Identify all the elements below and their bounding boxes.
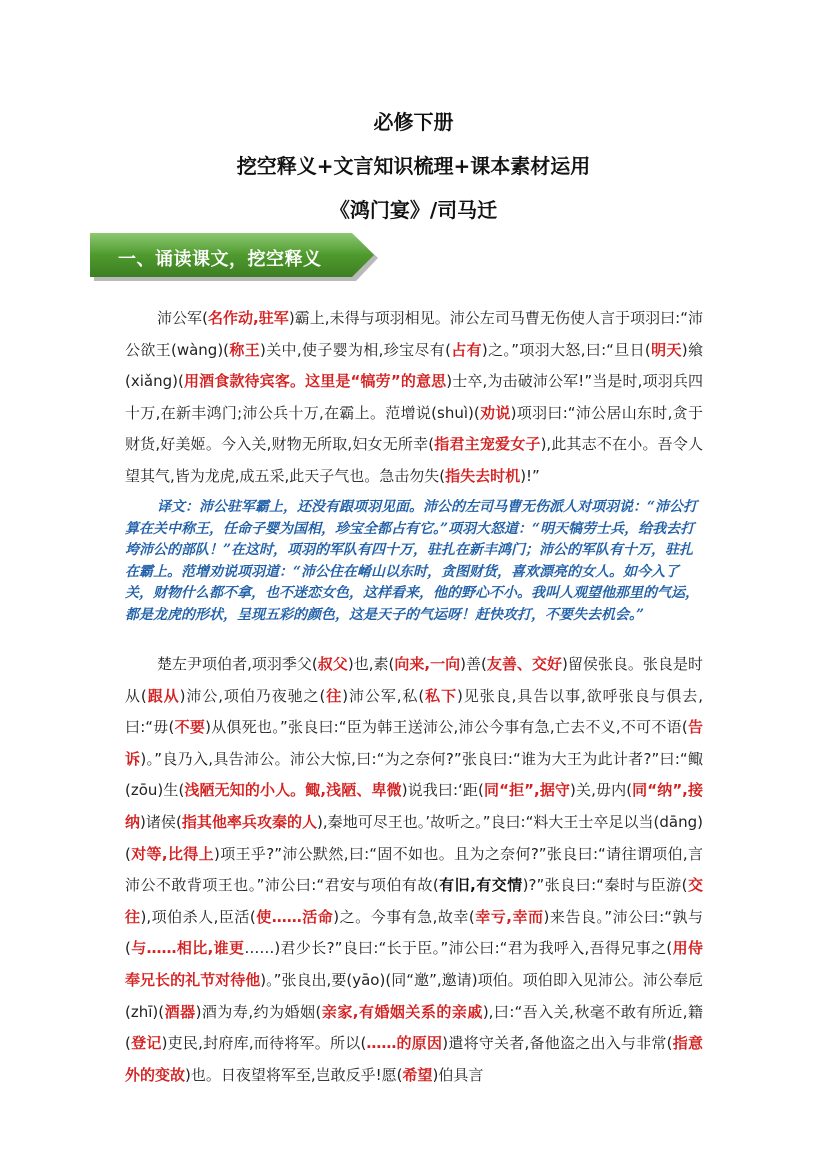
doc-title-line1: 必修下册 — [373, 110, 454, 134]
source-text-run: )酒为寿,约为婚姻( — [195, 1002, 322, 1021]
gloss-annotation: 酒器 — [164, 1002, 196, 1021]
gloss-annotation: 劝说 — [479, 403, 511, 422]
gloss-annotation-bold: 有旧,有交情 — [438, 876, 523, 895]
gloss-annotation: 往 — [325, 686, 343, 705]
gloss-annotation: 登记 — [130, 1034, 162, 1053]
gloss-annotation: 跟从 — [146, 686, 180, 705]
source-text-run: ),此其志不在小。吾令人望其气,皆为龙虎,成五采,此天子气也。急击勿失( — [125, 435, 703, 485]
source-text-run: ),秦地可尽王也。’故听之。”良曰:“料大王士卒足以当(dāng)( — [125, 812, 703, 863]
source-text-run: )项王乎?”沛公默然,曰:“固不如也。且为之奈何?”张良曰:“请往谓项伯,言沛公不敢背项王也。”沛公曰:“君安与项伯有故( — [125, 844, 703, 895]
source-text-run: )沛公军,私( — [342, 686, 425, 705]
gloss-annotation: 用酒食款待宾客。这里是“犒劳”的意思 — [183, 372, 447, 391]
doc-title-line3: 《鸿门宴》/司马迁 — [329, 198, 498, 222]
gloss-annotation: 向来,一向 — [394, 655, 461, 673]
gloss-annotation: 用侍奉兄长的礼节对待他 — [125, 939, 703, 989]
source-text-run: )遣将守关者,备他盗之出入与非常( — [442, 1034, 673, 1053]
source-text-run: ),曰:“吾入关,秋毫不敢有所近,籍( — [125, 1002, 704, 1053]
gloss-annotation: 友善、交好 — [486, 655, 562, 673]
gloss-annotation: 交往 — [125, 876, 704, 926]
gloss-annotation: 明天 — [650, 340, 682, 359]
source-text-run: )来告良。”沛公曰:“孰与( — [125, 907, 703, 958]
gloss-annotation: 同“拒”,据守 — [483, 781, 571, 800]
gloss-annotation: 不要 — [174, 718, 206, 737]
gloss-annotation: 浅陋无知的小人。鲰,浅陋、卑微 — [184, 781, 402, 800]
source-text-run: ),项伯杀人,臣活( — [140, 907, 256, 926]
text-paragraph-2 — [125, 649, 703, 1091]
gloss-annotation: 希望 — [402, 1065, 433, 1084]
gloss-annotation: 指君主宠爱女子 — [434, 435, 541, 454]
source-text-run: )?”张良曰:“秦时与臣游( — [522, 876, 688, 895]
gloss-annotation: 使……活命 — [255, 907, 334, 926]
section-banner — [90, 233, 382, 283]
gloss-annotation: 指意外的变故 — [125, 1034, 703, 1084]
gloss-annotation: 告诉 — [125, 718, 703, 768]
gloss-annotation: 指失去时机 — [445, 466, 521, 485]
gloss-annotation: 幸亏,幸而 — [474, 907, 544, 926]
source-text-run: )!” — [520, 466, 540, 485]
gloss-annotation: 亲家,有婚姻关系的亲戚 — [321, 1002, 483, 1021]
source-text-run: )见张良,具告以事,欲呼张良与俱去,曰:“毋( — [125, 686, 703, 737]
gloss-annotation: 名作动,驻军 — [207, 309, 289, 327]
source-text-run: )吏民,封府库,而待将军。所以( — [161, 1034, 367, 1053]
source-text-run: )霸上,未得与项羽相见。沛公左司马曹无伤使人言于项羽曰:“沛公欲王(wàng)( — [125, 309, 704, 359]
doc-title-line2: 挖空释义+文言知识梳理+课本素材运用 — [236, 154, 591, 178]
gloss-annotation: 私下 — [424, 686, 458, 705]
text-paragraph-1 — [125, 303, 703, 493]
source-text-run: )关,毋内( — [570, 781, 633, 800]
source-text-run: )关中,使子婴为相,珍宝尽有( — [260, 340, 451, 359]
source-text-run: )沛公,项伯乃夜驰之( — [179, 686, 326, 705]
source-text-run: )之。今事有急,故幸( — [333, 907, 475, 926]
source-text-run: )之。”项羽大怒,曰:“旦日( — [481, 340, 651, 359]
gloss-annotation: 称王 — [229, 340, 261, 359]
gloss-annotation: ……的原因 — [366, 1034, 443, 1053]
source-text-run: )伯具言 — [432, 1065, 484, 1084]
source-text-run: )飨(xiǎng)( — [125, 340, 703, 391]
source-text-run: )从俱死也。”张良曰:“臣为韩王送沛公,沛公今事有急,亡去不义,不可不语( — [205, 718, 688, 737]
source-text-run: 沛公军( — [157, 309, 208, 327]
source-text-run: )。”张良出,要(yāo)(同“邀”,邀请)项伯。项伯即入见沛公。沛公奉卮(zhī)( — [125, 970, 703, 1021]
source-text-run: 楚左尹项伯者,项羽季父( — [157, 655, 318, 673]
source-text-run: ……)君少长?”良曰:“长于臣。”沛公曰:“君为我呼入,吾得兄事之( — [244, 939, 673, 958]
source-text-run: )诸侯( — [140, 812, 182, 831]
gloss-annotation: 对等,比得上 — [130, 844, 214, 863]
gloss-annotation: 占有 — [450, 340, 482, 359]
source-text-run: )。”良乃入,具告沛公。沛公大惊,曰:“为之奈何?”张良曰:“谁为大王为此计者?”曰:“鲰(zōu)生( — [125, 749, 703, 800]
gloss-annotation: 与……相比,谁更 — [130, 939, 245, 958]
source-text-run: )留侯张良。张良是时从( — [125, 655, 703, 705]
source-text-run: )说我曰:‘距( — [401, 781, 484, 800]
source-text-run: )也,素( — [347, 655, 395, 673]
translation-paragraph: 译文：沛公驻军霸上，还没有跟项羽见面。沛公的左司马曹无伤派人对项羽说：“沛公打算在关中称王，任命子婴为国相，珍宝全都占有它。”项羽大怒道：“明天犒劳士兵，给我去打垮沛公的部队！”在这时，项羽的军队有四十万，驻扎在新丰鸿门；沛公的军队有十万，驻扎在霸上。范增劝说项羽道：“沛公住在崤山以东时，贪图财货，喜欢漂亮的女人。如今入了关，财物什么都不拿，也不迷恋女色，这样看来，他的野心不小。我叫人观望他那里的气运，都是龙虎的形状，呈现五彩的颜色，这是天子的气运呀！赶快攻打，不要失去机会。” — [125, 499, 699, 623]
gloss-annotation: 同“纳”,接纳 — [125, 781, 703, 831]
source-text-run: )善( — [460, 655, 487, 673]
source-text-run: )也。日夜望将军至,岂敢反乎!愿( — [185, 1065, 403, 1084]
gloss-annotation: 叔父 — [317, 655, 348, 673]
section-title: 一、诵读课文，挖空释义 — [118, 249, 322, 270]
gloss-annotation: 指其他率兵攻秦的人 — [181, 812, 318, 831]
source-text-run: )项羽曰:“沛公居山东时,贪于财货,好美姬。今入关,财物无所取,妇女无所幸( — [125, 403, 703, 454]
source-text-run: )士卒,为击破沛公军!”当是时,项羽兵四十万,在新丰鸿门;沛公兵十万,在霸上。范增说(shuì)( — [125, 372, 704, 422]
